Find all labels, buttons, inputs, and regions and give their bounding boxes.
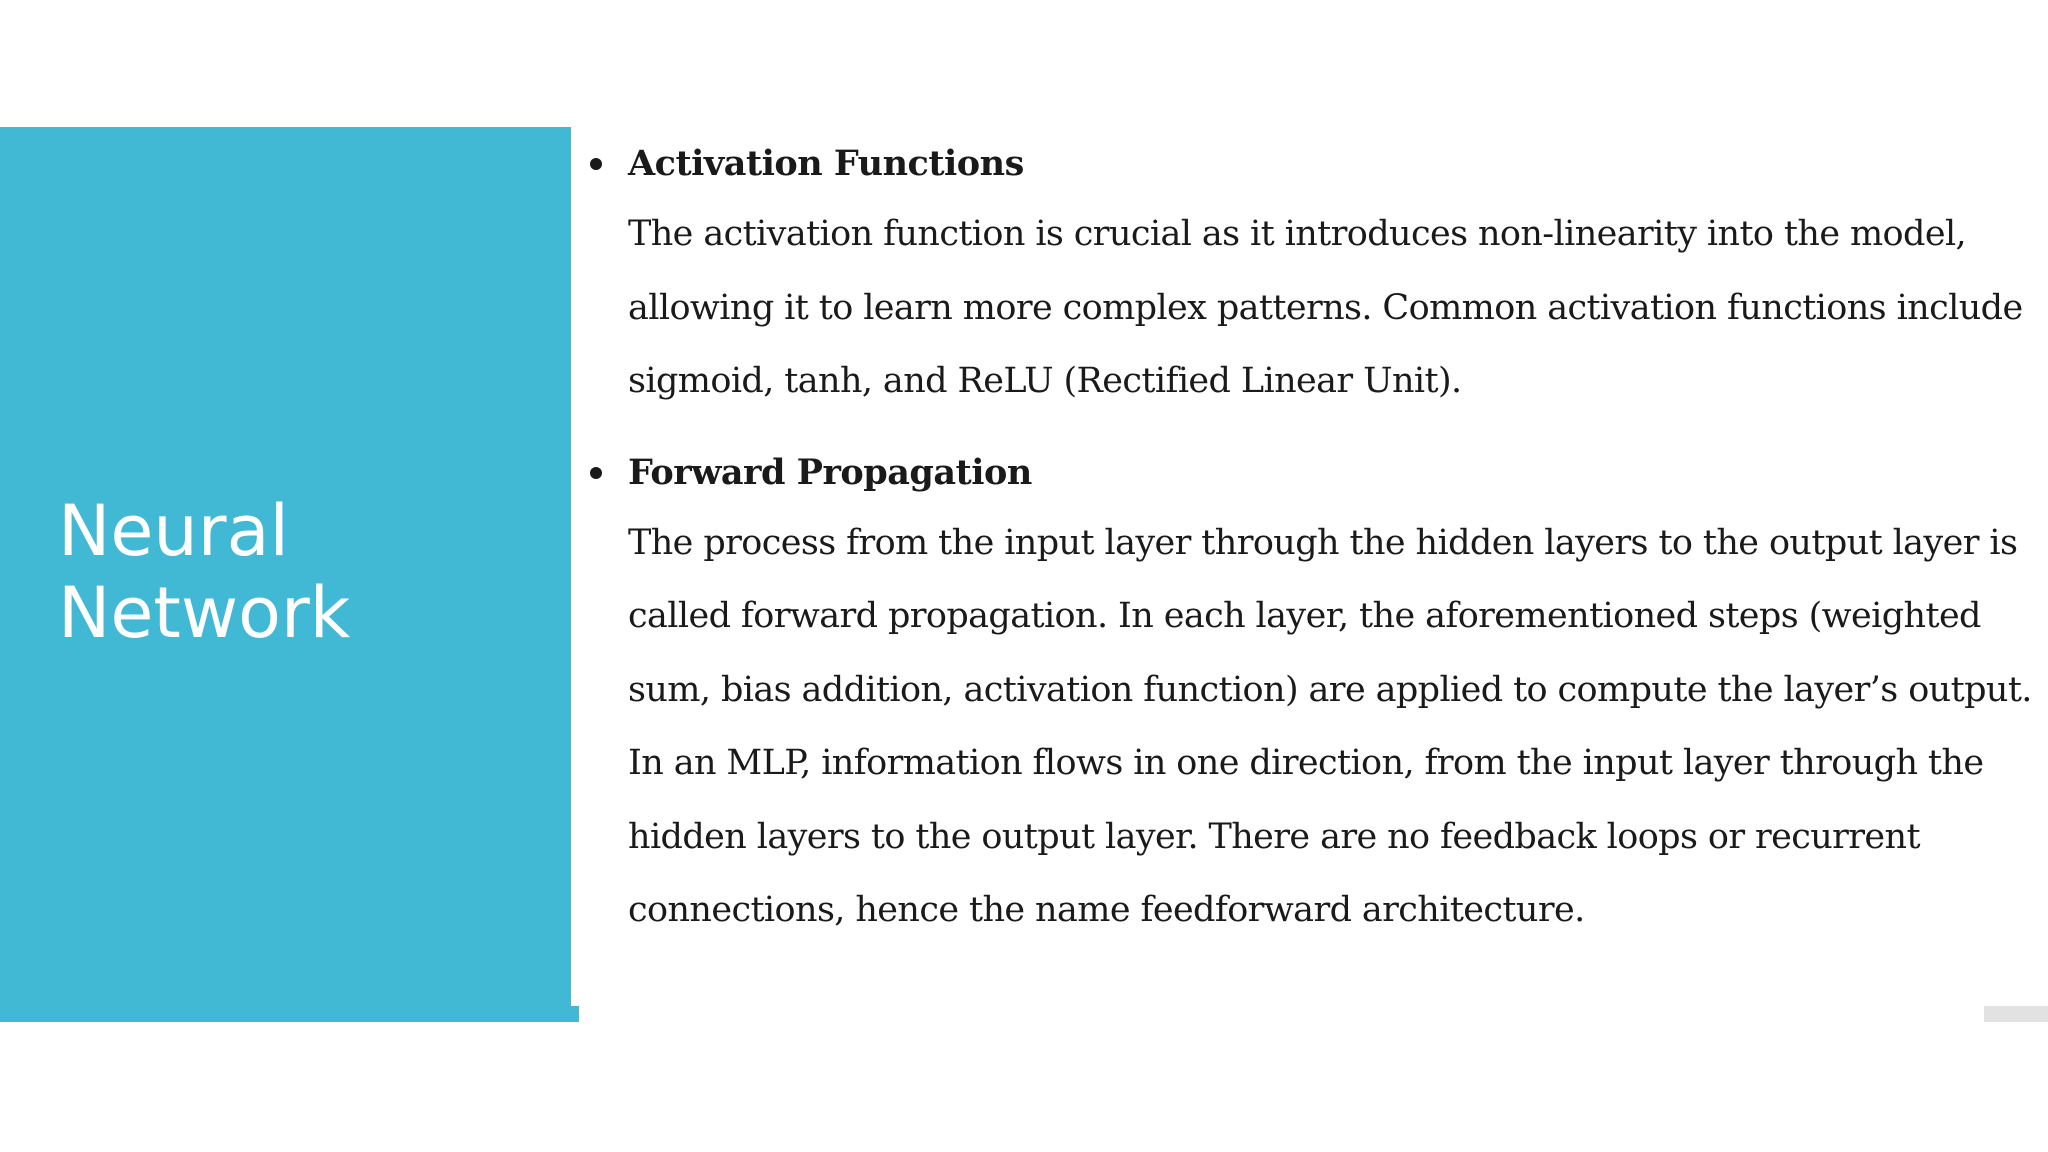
body-line: allowing it to learn more complex patterns. Common activation functions include: [628, 287, 2023, 328]
body-line: The activation function is crucial as it introduces non-linearity into the model,: [628, 214, 1967, 254]
slide-title-line-2: Network: [58, 572, 351, 654]
body-line: connections, hence the name feedforward architecture.: [628, 890, 1585, 930]
body-line: In an MLP, information flows in one direction, from the input layer through the: [628, 743, 1984, 783]
title-panel-accent: [571, 1006, 579, 1022]
section-body: [628, 507, 2032, 948]
bullet-icon: [590, 158, 602, 170]
bullet-icon: [590, 467, 602, 479]
body-line: called forward propagation. In each layer, the aforementioned steps (weighted: [628, 596, 1981, 636]
corner-mark: [1984, 1006, 2048, 1022]
list-item-forward-propagation: [590, 449, 2032, 948]
section-heading: Activation Functions: [628, 143, 1024, 184]
slide-title: [58, 490, 350, 654]
slide-title-line-1: Neural: [58, 490, 289, 572]
list-item-activation-functions: [590, 140, 2023, 419]
body-line: sum, bias addition, activation function) are applied to compute the layer’s output.: [628, 669, 2032, 710]
section-heading: Forward Propagation: [628, 451, 1032, 493]
body-line: sigmoid, tanh, and ReLU (Rectified Linear Unit).: [628, 361, 1462, 401]
section-body: [628, 198, 2023, 419]
body-line: The process from the input layer through the hidden layers to the output layer is: [628, 522, 2018, 563]
body-line: hidden layers to the output layer. There are no feedback loops or recurrent: [628, 816, 1920, 857]
content-area: [590, 140, 2032, 948]
